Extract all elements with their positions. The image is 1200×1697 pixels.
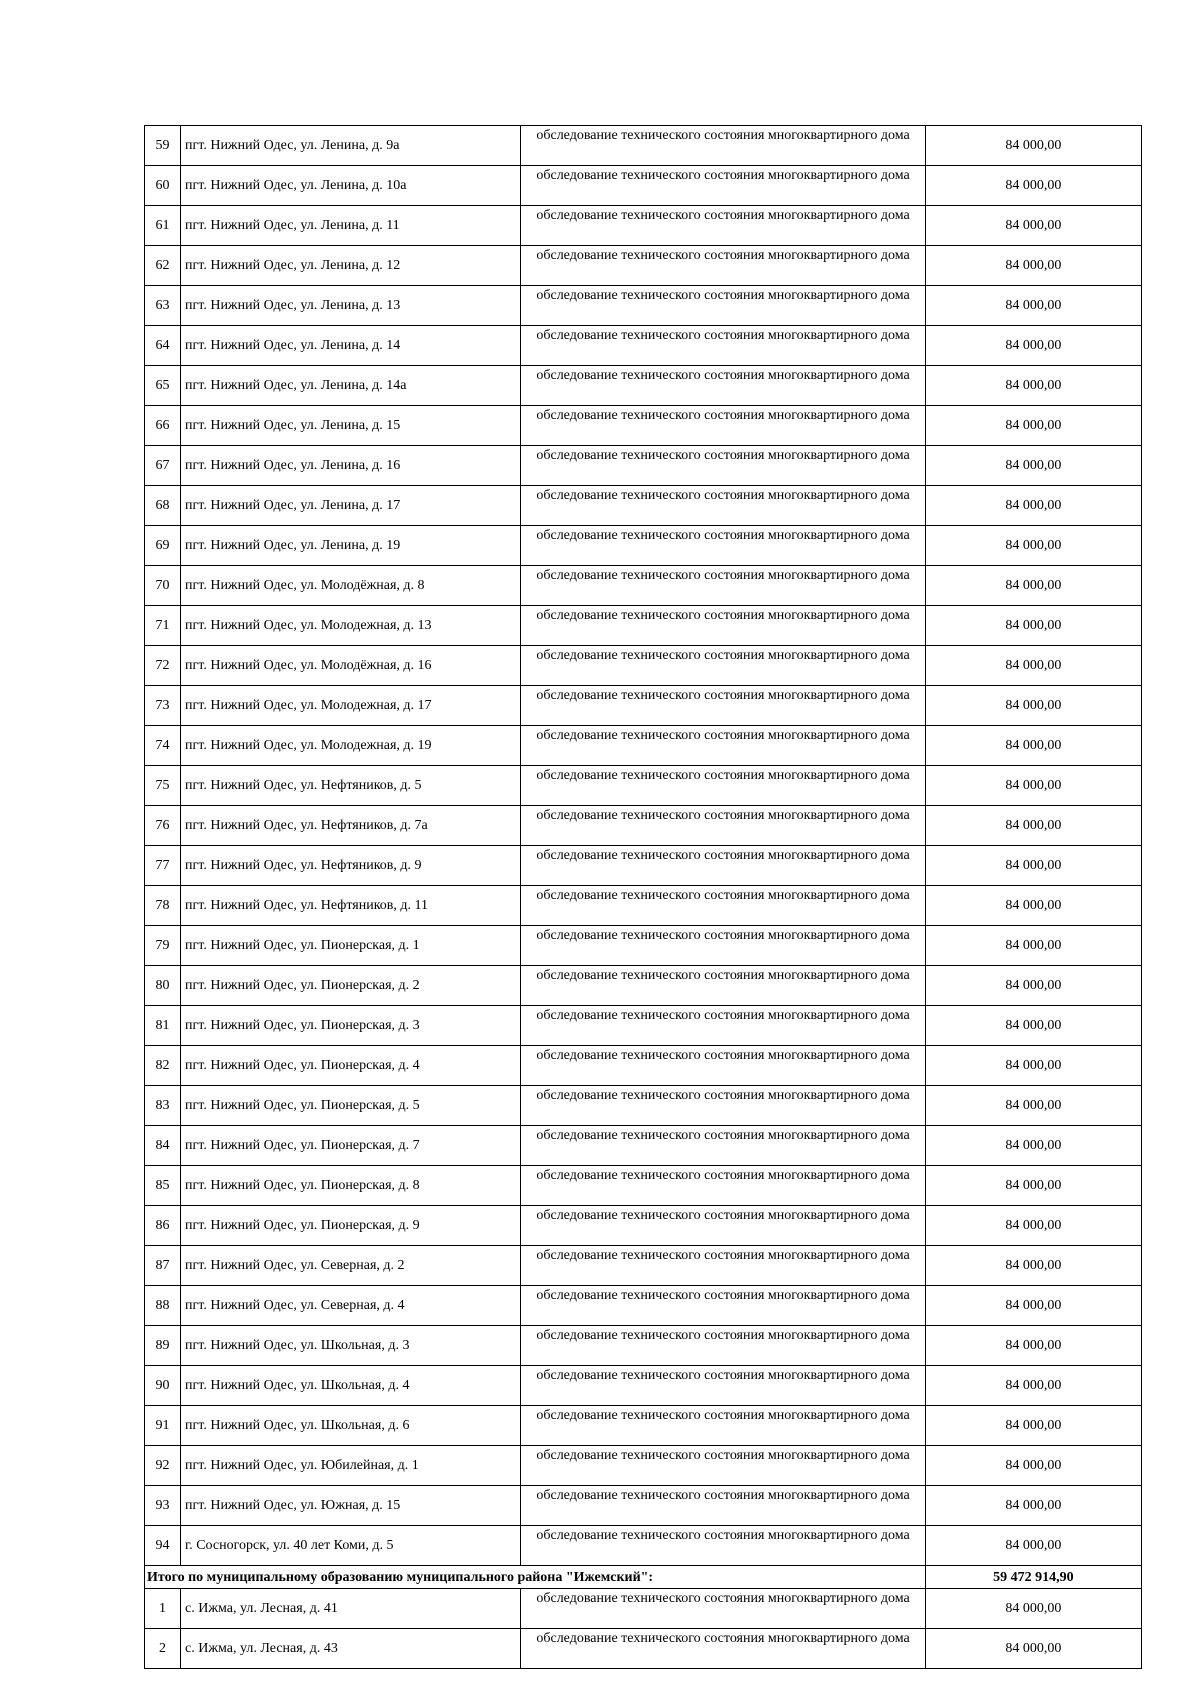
- table-row: [145, 246, 1142, 286]
- work-type-cell: обследование технического состояния многоквартирного дома: [521, 1286, 925, 1326]
- row-number-cell: 89: [145, 1326, 181, 1366]
- address-cell: пгт. Нижний Одес, ул. Ленина, д. 14: [181, 326, 521, 366]
- work-type-cell: обследование технического состояния многоквартирного дома: [521, 406, 925, 446]
- amount-cell: 84 000,00: [925, 446, 1141, 486]
- work-type-cell: обследование технического состояния многоквартирного дома: [521, 1589, 925, 1629]
- address-cell: пгт. Нижний Одес, ул. Пионерская, д. 8: [181, 1166, 521, 1206]
- amount-cell: 84 000,00: [925, 206, 1141, 246]
- table-row: [145, 1006, 1142, 1046]
- address-cell: пгт. Нижний Одес, ул. Нефтяников, д. 11: [181, 886, 521, 926]
- address-cell: пгт. Нижний Одес, ул. Ленина, д. 14а: [181, 366, 521, 406]
- address-cell: пгт. Нижний Одес, ул. Ленина, д. 11: [181, 206, 521, 246]
- table-row: [145, 406, 1142, 446]
- work-type-cell: обследование технического состояния многоквартирного дома: [521, 366, 925, 406]
- table-row: [145, 726, 1142, 766]
- table-row: [145, 286, 1142, 326]
- row-number-cell: 60: [145, 166, 181, 206]
- amount-cell: 84 000,00: [925, 1206, 1141, 1246]
- table-row: [145, 1326, 1142, 1366]
- table-row: [145, 1486, 1142, 1526]
- amount-cell: 84 000,00: [925, 286, 1141, 326]
- amount-cell: 84 000,00: [925, 1126, 1141, 1166]
- work-type-cell: обследование технического состояния многоквартирного дома: [521, 286, 925, 326]
- amount-cell: 84 000,00: [925, 1366, 1141, 1406]
- work-type-cell: обследование технического состояния многоквартирного дома: [521, 1126, 925, 1166]
- table-row: [145, 1366, 1142, 1406]
- work-type-cell: обследование технического состояния многоквартирного дома: [521, 1526, 925, 1566]
- table-body-section-b: [145, 1589, 1142, 1669]
- work-type-cell: обследование технического состояния многоквартирного дома: [521, 1006, 925, 1046]
- amount-cell: 84 000,00: [925, 246, 1141, 286]
- table-row: [145, 646, 1142, 686]
- work-type-cell: обследование технического состояния многоквартирного дома: [521, 846, 925, 886]
- table-row: [145, 1406, 1142, 1446]
- amount-cell: 84 000,00: [925, 606, 1141, 646]
- row-number-cell: 90: [145, 1366, 181, 1406]
- row-number-cell: 69: [145, 526, 181, 566]
- row-number-cell: 86: [145, 1206, 181, 1246]
- row-number-cell: 74: [145, 726, 181, 766]
- amount-cell: 84 000,00: [925, 1326, 1141, 1366]
- amount-cell: 84 000,00: [925, 1166, 1141, 1206]
- table-row: [145, 686, 1142, 726]
- works-table: [144, 125, 1142, 1669]
- row-number-cell: 83: [145, 1086, 181, 1126]
- address-cell: пгт. Нижний Одес, ул. Ленина, д. 17: [181, 486, 521, 526]
- table-row: [145, 166, 1142, 206]
- table-row: [145, 1046, 1142, 1086]
- row-number-cell: 59: [145, 126, 181, 166]
- row-number-cell: 82: [145, 1046, 181, 1086]
- address-cell: пгт. Нижний Одес, ул. Школьная, д. 3: [181, 1326, 521, 1366]
- table-row: [145, 1086, 1142, 1126]
- row-number-cell: 91: [145, 1406, 181, 1446]
- work-type-cell: обследование технического состояния многоквартирного дома: [521, 206, 925, 246]
- row-number-cell: 92: [145, 1446, 181, 1486]
- address-cell: пгт. Нижний Одес, ул. Пионерская, д. 5: [181, 1086, 521, 1126]
- row-number-cell: 78: [145, 886, 181, 926]
- table-row: [145, 1446, 1142, 1486]
- work-type-cell: обследование технического состояния многоквартирного дома: [521, 326, 925, 366]
- amount-cell: 84 000,00: [925, 726, 1141, 766]
- row-number-cell: 72: [145, 646, 181, 686]
- row-number-cell: 68: [145, 486, 181, 526]
- amount-cell: 84 000,00: [925, 1286, 1141, 1326]
- table-row: [145, 1526, 1142, 1566]
- address-cell: пгт. Нижний Одес, ул. Пионерская, д. 3: [181, 1006, 521, 1046]
- row-number-cell: 88: [145, 1286, 181, 1326]
- table-row: [145, 1629, 1142, 1669]
- row-number-cell: 66: [145, 406, 181, 446]
- address-cell: пгт. Нижний Одес, ул. Ленина, д. 19: [181, 526, 521, 566]
- table-row: [145, 526, 1142, 566]
- amount-cell: 84 000,00: [925, 766, 1141, 806]
- amount-cell: 84 000,00: [925, 1006, 1141, 1046]
- amount-cell: 84 000,00: [925, 686, 1141, 726]
- table-row: [145, 966, 1142, 1006]
- row-number-cell: 93: [145, 1486, 181, 1526]
- address-cell: пгт. Нижний Одес, ул. Пионерская, д. 7: [181, 1126, 521, 1166]
- address-cell: пгт. Нижний Одес, ул. Нефтяников, д. 5: [181, 766, 521, 806]
- work-type-cell: обследование технического состояния многоквартирного дома: [521, 1486, 925, 1526]
- work-type-cell: обследование технического состояния многоквартирного дома: [521, 566, 925, 606]
- work-type-cell: обследование технического состояния многоквартирного дома: [521, 886, 925, 926]
- row-number-cell: 2: [145, 1629, 181, 1669]
- table-body-section-a: [145, 126, 1142, 1566]
- table-row: [145, 566, 1142, 606]
- address-cell: пгт. Нижний Одес, ул. Школьная, д. 4: [181, 1366, 521, 1406]
- work-type-cell: обследование технического состояния многоквартирного дома: [521, 126, 925, 166]
- row-number-cell: 75: [145, 766, 181, 806]
- row-number-cell: 87: [145, 1246, 181, 1286]
- row-number-cell: 63: [145, 286, 181, 326]
- table-row: [145, 126, 1142, 166]
- address-cell: с. Ижма, ул. Лесная, д. 41: [181, 1589, 521, 1629]
- table-row: [145, 1206, 1142, 1246]
- address-cell: пгт. Нижний Одес, ул. Северная, д. 4: [181, 1286, 521, 1326]
- address-cell: пгт. Нижний Одес, ул. Южная, д. 15: [181, 1486, 521, 1526]
- table-row: [145, 326, 1142, 366]
- table-row: [145, 1246, 1142, 1286]
- row-number-cell: 94: [145, 1526, 181, 1566]
- row-number-cell: 1: [145, 1589, 181, 1629]
- row-number-cell: 71: [145, 606, 181, 646]
- address-cell: пгт. Нижний Одес, ул. Пионерская, д. 2: [181, 966, 521, 1006]
- amount-cell: 84 000,00: [925, 926, 1141, 966]
- table-row: [145, 1166, 1142, 1206]
- work-type-cell: обследование технического состояния многоквартирного дома: [521, 1086, 925, 1126]
- work-type-cell: обследование технического состояния многоквартирного дома: [521, 1366, 925, 1406]
- amount-cell: 84 000,00: [925, 1246, 1141, 1286]
- address-cell: пгт. Нижний Одес, ул. Школьная, д. 6: [181, 1406, 521, 1446]
- table-row: [145, 1126, 1142, 1166]
- work-type-cell: обследование технического состояния многоквартирного дома: [521, 486, 925, 526]
- work-type-cell: обследование технического состояния многоквартирного дома: [521, 726, 925, 766]
- table-row: [145, 846, 1142, 886]
- work-type-cell: обследование технического состояния многоквартирного дома: [521, 646, 925, 686]
- row-number-cell: 81: [145, 1006, 181, 1046]
- address-cell: пгт. Нижний Одес, ул. Северная, д. 2: [181, 1246, 521, 1286]
- work-type-cell: обследование технического состояния многоквартирного дома: [521, 606, 925, 646]
- table-row: [145, 446, 1142, 486]
- work-type-cell: обследование технического состояния многоквартирного дома: [521, 766, 925, 806]
- work-type-cell: обследование технического состояния многоквартирного дома: [521, 1166, 925, 1206]
- row-number-cell: 76: [145, 806, 181, 846]
- table-body-total: [145, 1566, 1142, 1589]
- table-row: [145, 206, 1142, 246]
- address-cell: пгт. Нижний Одес, ул. Юбилейная, д. 1: [181, 1446, 521, 1486]
- row-number-cell: 70: [145, 566, 181, 606]
- amount-cell: 84 000,00: [925, 406, 1141, 446]
- work-type-cell: обследование технического состояния многоквартирного дома: [521, 806, 925, 846]
- amount-cell: 84 000,00: [925, 1486, 1141, 1526]
- work-type-cell: обследование технического состояния многоквартирного дома: [521, 166, 925, 206]
- amount-cell: 84 000,00: [925, 1526, 1141, 1566]
- amount-cell: 84 000,00: [925, 526, 1141, 566]
- address-cell: г. Сосногорск, ул. 40 лет Коми, д. 5: [181, 1526, 521, 1566]
- amount-cell: 84 000,00: [925, 806, 1141, 846]
- row-number-cell: 79: [145, 926, 181, 966]
- address-cell: пгт. Нижний Одес, ул. Ленина, д. 13: [181, 286, 521, 326]
- address-cell: пгт. Нижний Одес, ул. Ленина, д. 10а: [181, 166, 521, 206]
- row-number-cell: 62: [145, 246, 181, 286]
- amount-cell: 84 000,00: [925, 1589, 1141, 1629]
- work-type-cell: обследование технического состояния многоквартирного дома: [521, 1246, 925, 1286]
- amount-cell: 84 000,00: [925, 646, 1141, 686]
- table-row: [145, 1589, 1142, 1629]
- amount-cell: 84 000,00: [925, 326, 1141, 366]
- work-type-cell: обследование технического состояния многоквартирного дома: [521, 1406, 925, 1446]
- amount-cell: 84 000,00: [925, 126, 1141, 166]
- work-type-cell: обследование технического состояния многоквартирного дома: [521, 966, 925, 1006]
- address-cell: пгт. Нижний Одес, ул. Пионерская, д. 4: [181, 1046, 521, 1086]
- address-cell: пгт. Нижний Одес, ул. Ленина, д. 15: [181, 406, 521, 446]
- amount-cell: 84 000,00: [925, 566, 1141, 606]
- table-row: [145, 1286, 1142, 1326]
- work-type-cell: обследование технического состояния многоквартирного дома: [521, 446, 925, 486]
- address-cell: пгт. Нижний Одес, ул. Нефтяников, д. 9: [181, 846, 521, 886]
- amount-cell: 84 000,00: [925, 366, 1141, 406]
- amount-cell: 84 000,00: [925, 1086, 1141, 1126]
- amount-cell: 84 000,00: [925, 846, 1141, 886]
- amount-cell: 84 000,00: [925, 1406, 1141, 1446]
- work-type-cell: обследование технического состояния многоквартирного дома: [521, 526, 925, 566]
- row-number-cell: 84: [145, 1126, 181, 1166]
- address-cell: пгт. Нижний Одес, ул. Нефтяников, д. 7а: [181, 806, 521, 846]
- row-number-cell: 65: [145, 366, 181, 406]
- work-type-cell: обследование технического состояния многоквартирного дома: [521, 1046, 925, 1086]
- row-number-cell: 61: [145, 206, 181, 246]
- table-row: [145, 366, 1142, 406]
- work-type-cell: обследование технического состояния многоквартирного дома: [521, 926, 925, 966]
- work-type-cell: обследование технического состояния многоквартирного дома: [521, 1446, 925, 1486]
- amount-cell: 84 000,00: [925, 1046, 1141, 1086]
- work-type-cell: обследование технического состояния многоквартирного дома: [521, 686, 925, 726]
- table-row: [145, 606, 1142, 646]
- row-number-cell: 77: [145, 846, 181, 886]
- table-row: [145, 766, 1142, 806]
- row-number-cell: 80: [145, 966, 181, 1006]
- row-number-cell: 67: [145, 446, 181, 486]
- row-number-cell: 85: [145, 1166, 181, 1206]
- work-type-cell: обследование технического состояния многоквартирного дома: [521, 1629, 925, 1669]
- address-cell: пгт. Нижний Одес, ул. Ленина, д. 16: [181, 446, 521, 486]
- table-row: [145, 926, 1142, 966]
- total-label: Итого по муниципальному образованию муниципального района "Ижемский":: [145, 1566, 926, 1589]
- work-type-cell: обследование технического состояния многоквартирного дома: [521, 1206, 925, 1246]
- table-row: [145, 486, 1142, 526]
- amount-cell: 84 000,00: [925, 886, 1141, 926]
- address-cell: пгт. Нижний Одес, ул. Молодёжная, д. 16: [181, 646, 521, 686]
- amount-cell: 84 000,00: [925, 966, 1141, 1006]
- total-sum: 59 472 914,90: [925, 1566, 1141, 1589]
- row-number-cell: 64: [145, 326, 181, 366]
- total-row: [145, 1566, 1142, 1589]
- amount-cell: 84 000,00: [925, 486, 1141, 526]
- address-cell: пгт. Нижний Одес, ул. Молодежная, д. 19: [181, 726, 521, 766]
- address-cell: пгт. Нижний Одес, ул. Пионерская, д. 1: [181, 926, 521, 966]
- address-cell: пгт. Нижний Одес, ул. Молодежная, д. 13: [181, 606, 521, 646]
- table-row: [145, 886, 1142, 926]
- work-type-cell: обследование технического состояния многоквартирного дома: [521, 1326, 925, 1366]
- address-cell: с. Ижма, ул. Лесная, д. 43: [181, 1629, 521, 1669]
- address-cell: пгт. Нижний Одес, ул. Пионерская, д. 9: [181, 1206, 521, 1246]
- address-cell: пгт. Нижний Одес, ул. Молодежная, д. 17: [181, 686, 521, 726]
- amount-cell: 84 000,00: [925, 1446, 1141, 1486]
- amount-cell: 84 000,00: [925, 1629, 1141, 1669]
- address-cell: пгт. Нижний Одес, ул. Ленина, д. 9а: [181, 126, 521, 166]
- work-type-cell: обследование технического состояния многоквартирного дома: [521, 246, 925, 286]
- amount-cell: 84 000,00: [925, 166, 1141, 206]
- address-cell: пгт. Нижний Одес, ул. Молодёжная, д. 8: [181, 566, 521, 606]
- row-number-cell: 73: [145, 686, 181, 726]
- address-cell: пгт. Нижний Одес, ул. Ленина, д. 12: [181, 246, 521, 286]
- table-row: [145, 806, 1142, 846]
